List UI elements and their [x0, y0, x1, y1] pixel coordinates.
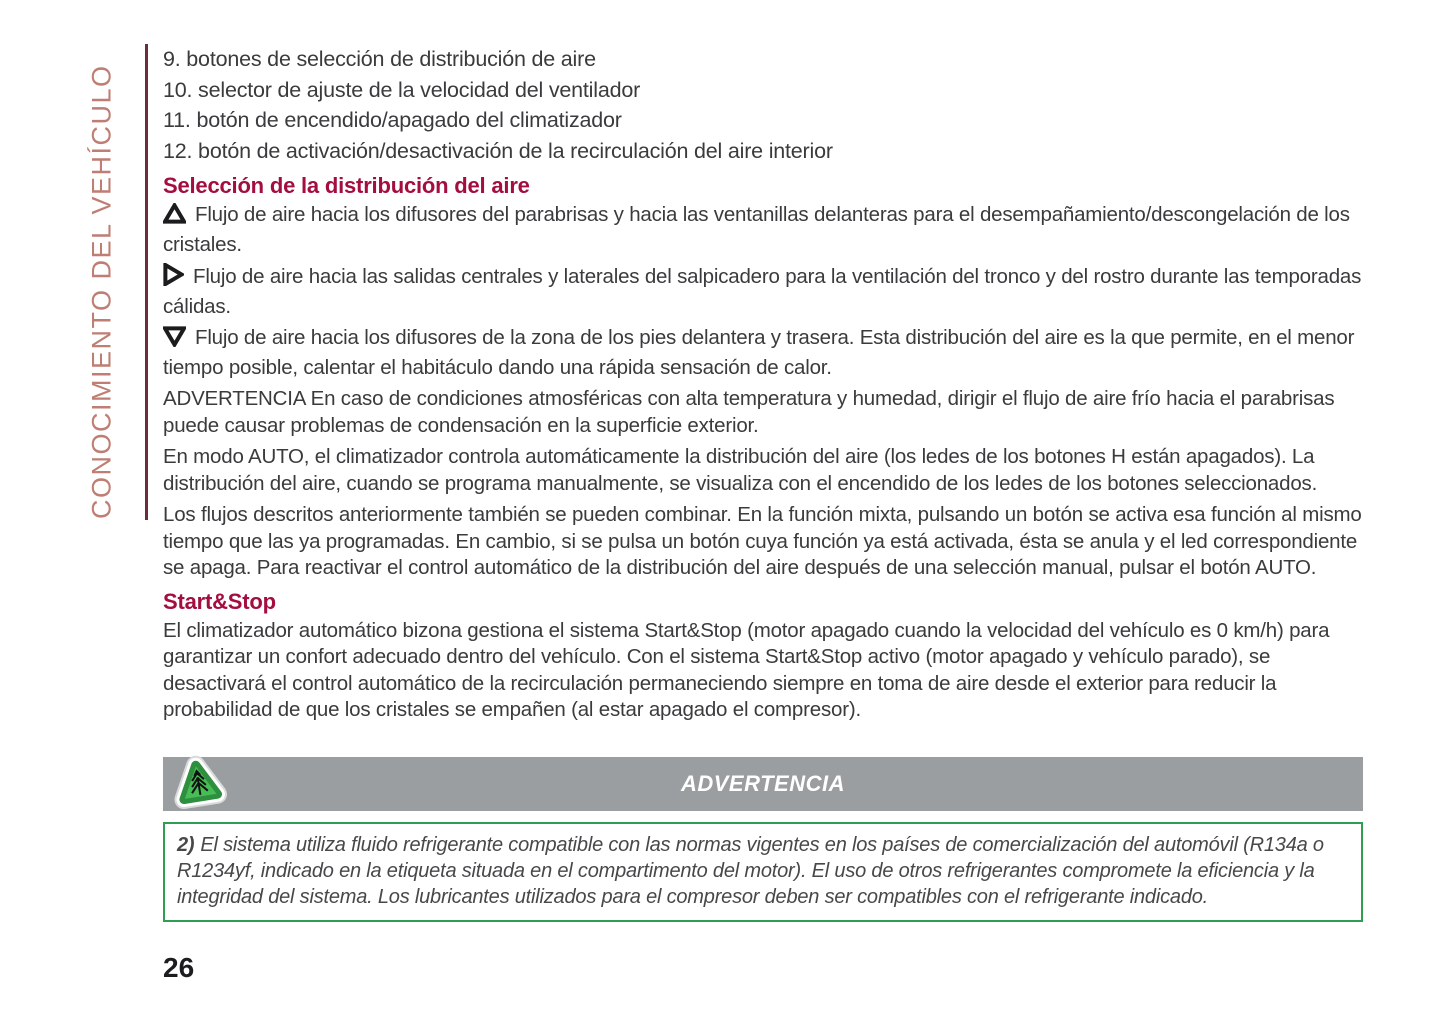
airflow-item	[163, 202, 1363, 258]
footnote-text: El sistema utiliza fluido refrigerante compatible con las normas vigentes en los países de comercialización del automóvil (R134a o R1234yf, indicado en la etiqueta situada en el compartimento del motor). El uso de otros refrigerantes compromete la eficiencia y la integridad del sistema. Los lubricantes utilizados para el compresor deben ser compatibles con el refrigerante indicado.	[177, 833, 1324, 908]
warning-banner-label: ADVERTENCIA	[680, 770, 845, 796]
airflow-text: Flujo de aire hacia los difusores del parabrisas y hacia las ventanillas delanteras para el desempañamiento/descongelación de los cristales.	[163, 203, 1350, 256]
main-content	[163, 44, 1363, 922]
airflow-item	[163, 263, 1363, 320]
sidebar-rule	[145, 44, 148, 520]
section-heading-start-stop: Start&Stop	[163, 588, 276, 614]
paragraph-combined-flows: Los flujos descritos anteriormente también se pueden combinar. En la función mixta, pulsando un botón se activa esa función al mismo tiempo que las ya programadas. En cambio, si se pulsa un botón cuya función ya está activada, ésta se anula y el led correspondiente se apaga. Para reactivar el control automático de la distribución del aire después de una selección manual, pulsar el botón AUTO.	[163, 503, 1362, 579]
triangle-down-icon	[163, 326, 186, 355]
page-number: 26	[163, 952, 195, 983]
triangle-right-icon	[163, 263, 184, 294]
chapter-title-vertical: CONOCIMIENTO DEL VEHÍCULO	[86, 64, 117, 519]
footnote-number: 2)	[177, 833, 195, 856]
legend-item: 9. botones de selección de distribución de aire	[163, 47, 596, 71]
paragraph-auto-mode: En modo AUTO, el climatizador controla automáticamente la distribución del aire (los ledes de los botones H están apagados). La distribución del aire, cuando se programa manualmente, se visualiza con el encendido de los ledes de los botones seleccionados.	[163, 445, 1318, 495]
warning-banner	[163, 757, 1363, 811]
airflow-text: Flujo de aire hacia los difusores de la zona de los pies delantera y trasera. Esta distribución del aire es la que permite, en el menor tiempo posible, calentar el habitáculo dando una rápida sensación de calor.	[163, 326, 1355, 379]
legend-item: 11. botón de encendido/apagado del climatizador	[163, 108, 622, 132]
paragraph-advertencia: ADVERTENCIA En caso de condiciones atmosféricas con alta temperatura y humedad, dirigir el flujo de aire frío hacia el parabrisas puede causar problemas de condensación en la superficie exterior.	[163, 387, 1335, 437]
footnote-box	[163, 822, 1363, 922]
airflow-item	[163, 325, 1363, 381]
airflow-text: Flujo de aire hacia las salidas centrales y laterales del salpicadero para la ventilación del tronco y del rostro durante las temporadas cálidas.	[163, 265, 1362, 318]
section-heading-air-distribution: Selección de la distribución del aire	[163, 173, 530, 198]
eco-warning-triangle-icon	[168, 753, 230, 820]
legend-list	[163, 44, 1363, 166]
legend-item: 10. selector de ajuste de la velocidad del ventilador	[163, 77, 641, 102]
triangle-up-icon	[163, 203, 186, 232]
legend-item: 12. botón de activación/desactivación de la recirculación del aire interior	[163, 138, 833, 163]
paragraph-start-stop: El climatizador automático bizona gestiona el sistema Start&Stop (motor apagado cuando la velocidad del vehículo es 0 km/h) para garantizar un confort adecuado dentro del vehículo. Con el sistema Start&Stop activo (motor apagado y vehículo parado), se desactivará el control automático de la recirculación permaneciendo siempre en toma de aire desde el exterior para reducir la probabilidad de que los cristales se empañen (al estar apagado el compresor).	[163, 618, 1330, 721]
